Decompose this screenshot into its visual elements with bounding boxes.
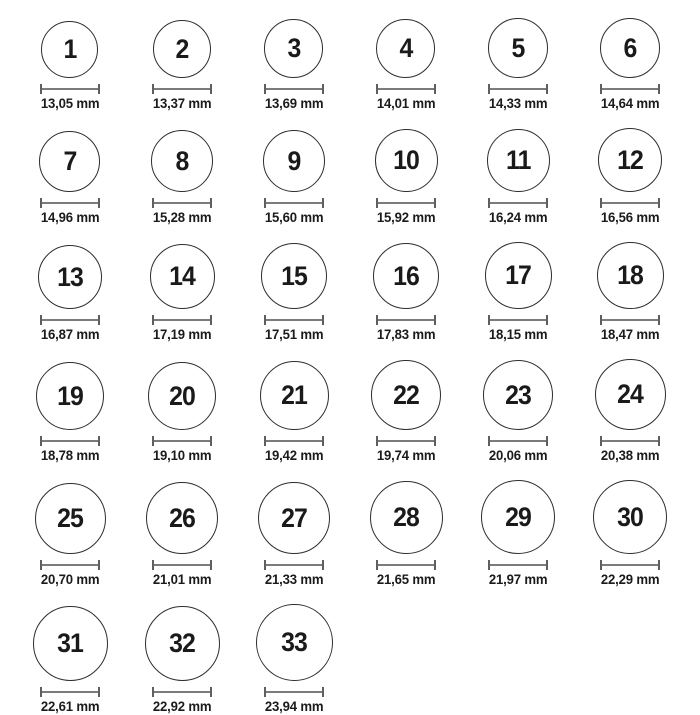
measure-tick-right-icon (322, 84, 324, 94)
diameter-measure (264, 687, 324, 697)
diameter-label: 19,42 mm (264, 447, 324, 464)
diameter-label: 13,69 mm (264, 95, 324, 111)
diameter-measure (152, 436, 212, 446)
diameter-measure (488, 560, 548, 570)
measure-tick-right-icon (98, 84, 100, 94)
diameter-label: 14,96 mm (40, 209, 100, 226)
ring-size-number: 33 (281, 627, 307, 658)
ring-size-item (39, 21, 101, 111)
ring-circle (595, 359, 666, 430)
ring-size-item (148, 362, 216, 463)
ring-size-chart (14, 18, 686, 715)
diameter-measure (488, 84, 548, 94)
ring-circle (600, 18, 660, 78)
ring-size-item (263, 19, 325, 111)
measure-line-icon (266, 440, 322, 442)
ring-size-number: 26 (169, 502, 195, 533)
ring-size-item (370, 481, 443, 587)
diameter-label: 17,51 mm (264, 326, 324, 343)
diameter-measure (600, 315, 660, 325)
ring-size-item (593, 480, 667, 587)
diameter-measure (40, 315, 100, 325)
diameter-measure (600, 198, 660, 208)
measure-line-icon (490, 88, 546, 90)
ring-size-item (487, 129, 550, 225)
measure-line-icon (42, 202, 98, 204)
ring-size-item (261, 243, 327, 342)
measure-line-icon (602, 440, 658, 442)
ring-size-number: 22 (393, 379, 419, 410)
measure-tick-right-icon (546, 315, 548, 325)
ring-size-number: 10 (393, 145, 419, 176)
ring-circle (148, 362, 216, 430)
diameter-measure (376, 84, 436, 94)
measure-line-icon (266, 88, 322, 90)
ring-size-number: 28 (393, 502, 419, 533)
measure-tick-right-icon (322, 436, 324, 446)
ring-size-item (483, 360, 553, 463)
ring-size-number: 7 (63, 146, 77, 177)
measure-line-icon (42, 691, 98, 693)
ring-size-item (146, 482, 218, 587)
measure-line-icon (42, 88, 98, 90)
measure-tick-right-icon (98, 687, 100, 697)
measure-tick-right-icon (98, 198, 100, 208)
diameter-measure (264, 315, 324, 325)
ring-size-item (375, 129, 438, 225)
diameter-measure (376, 198, 436, 208)
measure-line-icon (378, 202, 434, 204)
measure-line-icon (378, 88, 434, 90)
measure-tick-right-icon (98, 436, 100, 446)
measure-line-icon (154, 319, 210, 321)
measure-tick-right-icon (434, 436, 436, 446)
diameter-label: 15,92 mm (376, 209, 436, 226)
diameter-measure (488, 198, 548, 208)
ring-size-number: 25 (57, 503, 83, 534)
ring-size-number: 9 (287, 145, 301, 176)
measure-line-icon (490, 202, 546, 204)
ring-size-number: 23 (505, 379, 531, 410)
ring-circle (376, 19, 435, 78)
diameter-measure (40, 560, 100, 570)
measure-line-icon (42, 319, 98, 321)
ring-size-item (151, 130, 213, 225)
ring-size-number: 24 (617, 379, 643, 410)
measure-line-icon (490, 440, 546, 442)
measure-tick-right-icon (210, 560, 212, 570)
measure-line-icon (602, 202, 658, 204)
diameter-label: 18,78 mm (40, 447, 100, 464)
diameter-label: 19,10 mm (152, 447, 212, 464)
measure-tick-right-icon (658, 436, 660, 446)
measure-tick-right-icon (546, 436, 548, 446)
ring-size-item (151, 20, 213, 111)
measure-tick-right-icon (434, 84, 436, 94)
measure-line-icon (378, 440, 434, 442)
ring-circle (258, 482, 330, 554)
ring-size-item (598, 128, 662, 225)
measure-tick-right-icon (546, 84, 548, 94)
ring-size-item (375, 19, 437, 111)
measure-tick-right-icon (210, 84, 212, 94)
measure-tick-right-icon (658, 560, 660, 570)
measure-line-icon (266, 319, 322, 321)
ring-size-number: 32 (169, 628, 195, 659)
diameter-label: 22,61 mm (40, 698, 100, 715)
ring-size-item (35, 483, 106, 587)
ring-size-number: 15 (281, 260, 307, 291)
measure-tick-right-icon (210, 436, 212, 446)
ring-circle (39, 131, 100, 192)
diameter-measure (600, 560, 660, 570)
diameter-measure (264, 560, 324, 570)
ring-size-item (371, 360, 441, 463)
ring-size-number: 21 (281, 380, 307, 411)
diameter-label: 21,97 mm (488, 571, 548, 588)
diameter-label: 23,94 mm (264, 698, 324, 715)
diameter-label: 20,38 mm (600, 447, 660, 464)
measure-tick-right-icon (210, 198, 212, 208)
ring-size-number: 3 (287, 33, 301, 63)
diameter-label: 14,33 mm (488, 95, 548, 111)
ring-size-item (597, 242, 664, 342)
diameter-measure (600, 436, 660, 446)
diameter-measure (264, 436, 324, 446)
diameter-label: 13,37 mm (152, 95, 212, 111)
diameter-measure (152, 687, 212, 697)
ring-size-number: 20 (169, 380, 195, 411)
measure-tick-right-icon (322, 198, 324, 208)
diameter-label: 14,64 mm (600, 95, 660, 111)
ring-size-number: 6 (623, 32, 637, 63)
ring-size-item (38, 245, 102, 342)
measure-line-icon (602, 88, 658, 90)
diameter-label: 22,29 mm (600, 571, 660, 588)
measure-tick-right-icon (546, 198, 548, 208)
measure-tick-right-icon (322, 315, 324, 325)
ring-size-number: 19 (57, 380, 83, 411)
diameter-measure (40, 84, 100, 94)
diameter-measure (40, 436, 100, 446)
ring-size-item (595, 359, 666, 463)
measure-tick-right-icon (546, 560, 548, 570)
measure-tick-right-icon (434, 560, 436, 570)
measure-line-icon (602, 319, 658, 321)
diameter-label: 14,01 mm (376, 95, 436, 111)
measure-line-icon (154, 564, 210, 566)
ring-circle (373, 243, 439, 309)
diameter-measure (376, 560, 436, 570)
ring-size-item (33, 606, 108, 714)
ring-circle (153, 20, 211, 78)
diameter-label: 21,01 mm (152, 571, 212, 588)
ring-circle (263, 130, 325, 192)
measure-line-icon (154, 88, 210, 90)
ring-circle (256, 604, 333, 681)
diameter-label: 18,47 mm (600, 326, 660, 343)
ring-size-item (145, 606, 220, 714)
diameter-label: 21,33 mm (264, 571, 324, 588)
ring-size-number: 18 (617, 260, 643, 291)
ring-size-item (481, 480, 555, 587)
measure-tick-right-icon (658, 198, 660, 208)
diameter-measure (376, 436, 436, 446)
measure-tick-right-icon (434, 315, 436, 325)
measure-tick-right-icon (434, 198, 436, 208)
diameter-label: 20,06 mm (488, 447, 548, 464)
ring-size-item (599, 18, 661, 111)
measure-tick-right-icon (658, 315, 660, 325)
diameter-measure (40, 198, 100, 208)
ring-circle (41, 21, 98, 78)
ring-size-number: 4 (399, 33, 413, 63)
ring-circle (264, 19, 323, 78)
ring-size-number: 8 (175, 145, 189, 176)
ring-circle (146, 482, 218, 554)
ring-circle (593, 480, 667, 554)
diameter-label: 16,87 mm (40, 326, 100, 343)
measure-line-icon (154, 202, 210, 204)
diameter-measure (152, 84, 212, 94)
ring-size-number: 11 (505, 145, 531, 176)
measure-line-icon (266, 564, 322, 566)
ring-size-number: 29 (505, 501, 531, 532)
ring-size-item (263, 130, 325, 225)
ring-size-number: 12 (617, 144, 643, 175)
ring-size-number: 1 (63, 34, 77, 64)
ring-size-number: 27 (281, 502, 307, 533)
measure-line-icon (42, 440, 98, 442)
measure-line-icon (266, 691, 322, 693)
ring-circle (260, 361, 329, 430)
ring-circle (150, 244, 215, 309)
ring-size-item (258, 482, 330, 587)
ring-circle (33, 606, 108, 681)
ring-circle (483, 360, 553, 430)
measure-tick-right-icon (210, 315, 212, 325)
diameter-measure (264, 84, 324, 94)
measure-line-icon (490, 319, 546, 321)
ring-size-number: 13 (57, 261, 83, 292)
diameter-label: 18,15 mm (488, 326, 548, 343)
ring-size-item (150, 244, 215, 342)
ring-circle (598, 128, 662, 192)
ring-size-item (39, 131, 101, 225)
ring-size-number: 2 (175, 33, 189, 64)
diameter-label: 19,74 mm (376, 447, 436, 464)
diameter-label: 21,65 mm (376, 571, 436, 588)
diameter-measure (152, 198, 212, 208)
ring-size-item (260, 361, 329, 463)
ring-circle (371, 360, 441, 430)
ring-circle (370, 481, 443, 554)
measure-tick-right-icon (322, 560, 324, 570)
measure-tick-right-icon (98, 315, 100, 325)
measure-line-icon (266, 202, 322, 204)
measure-tick-right-icon (210, 687, 212, 697)
measure-line-icon (378, 319, 434, 321)
ring-size-number: 14 (169, 261, 195, 292)
diameter-measure (152, 315, 212, 325)
ring-circle (375, 129, 438, 192)
ring-size-number: 5 (511, 32, 525, 63)
diameter-label: 16,56 mm (600, 209, 660, 226)
ring-size-item (36, 362, 104, 463)
ring-circle (145, 606, 220, 681)
ring-circle (261, 243, 327, 309)
ring-circle (38, 245, 102, 309)
measure-line-icon (490, 564, 546, 566)
ring-size-number: 31 (57, 628, 83, 659)
ring-size-item (487, 18, 549, 111)
diameter-label: 15,28 mm (152, 209, 212, 226)
ring-size-number: 30 (617, 501, 643, 532)
measure-line-icon (154, 440, 210, 442)
ring-circle (36, 362, 104, 430)
measure-tick-right-icon (658, 84, 660, 94)
diameter-label: 17,83 mm (376, 326, 436, 343)
measure-tick-right-icon (98, 560, 100, 570)
diameter-label: 15,60 mm (264, 209, 324, 226)
measure-tick-right-icon (322, 687, 324, 697)
measure-line-icon (602, 564, 658, 566)
ring-circle (487, 129, 550, 192)
measure-line-icon (378, 564, 434, 566)
diameter-measure (264, 198, 324, 208)
ring-circle (35, 483, 106, 554)
diameter-measure (376, 315, 436, 325)
diameter-measure (488, 315, 548, 325)
diameter-measure (152, 560, 212, 570)
ring-size-number: 17 (505, 260, 531, 291)
ring-circle (481, 480, 555, 554)
ring-circle (488, 18, 548, 78)
measure-line-icon (42, 564, 98, 566)
diameter-measure (40, 687, 100, 697)
diameter-measure (488, 436, 548, 446)
ring-size-number: 16 (393, 260, 419, 291)
ring-circle (597, 242, 664, 309)
ring-circle (485, 242, 552, 309)
ring-circle (151, 130, 213, 192)
diameter-measure (600, 84, 660, 94)
diameter-label: 16,24 mm (488, 209, 548, 226)
diameter-label: 22,92 mm (152, 698, 212, 715)
ring-size-item (256, 604, 333, 714)
measure-line-icon (154, 691, 210, 693)
diameter-label: 20,70 mm (40, 571, 100, 588)
diameter-label: 13,05 mm (40, 95, 100, 111)
ring-size-item (485, 242, 552, 342)
diameter-label: 17,19 mm (152, 326, 212, 343)
ring-size-item (373, 243, 439, 342)
